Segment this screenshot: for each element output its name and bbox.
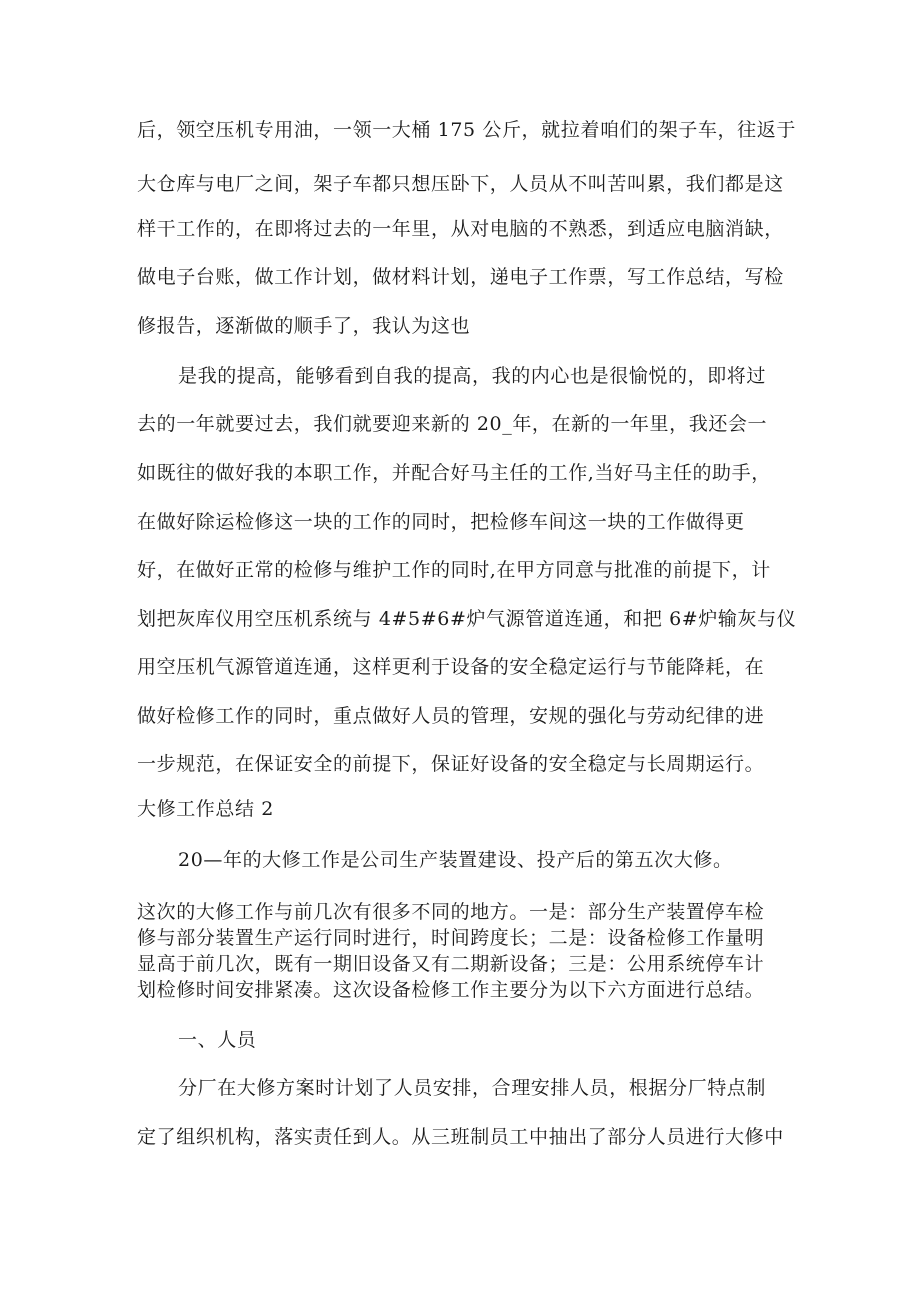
body-text-line: 一步规范，在保证安全的前提下，保证好设备的安全稳定与长周期运行。 [137,753,765,775]
body-text-line: 显高于前几次，既有一期旧设备又有二期新设备；三是：公用系统停车计 [137,953,765,975]
body-text-line: 如既往的做好我的本职工作，并配合好马主任的工作,当好马主任的助手， [137,462,771,484]
body-text-line: 好，在做好正常的检修与维护工作的同时,在甲方同意与批准的前提下，计 [137,559,771,581]
subsection-heading: 一、人员 [178,1029,257,1051]
body-text-line: 修与部分装置生产运行同时进行，时间跨度长；二是：设备检修工作量明 [137,927,765,949]
body-text-line: 做好检修工作的同时，重点做好人员的管理，安规的强化与劳动纪律的进 [137,705,765,727]
body-text-line: 去的一年就要过去，我们就要迎来新的 20_年，在新的一年里，我还会一 [137,413,768,435]
body-text-line: 定了组织机构，落实责任到人。从三班制员工中抽出了部分人员进行大修中 [137,1126,784,1148]
body-text-line: 做电子台账，做工作计划，做材料计划，递电子工作票，写工作总结，写检 [137,266,784,288]
body-text-line: 20—年的大修工作是公司生产装置建设、投产后的第五次大修。 [178,849,733,871]
body-text-line: 分厂在大修方案时计划了人员安排，合理安排人员，根据分厂特点制 [178,1077,767,1099]
body-text-line: 是我的提高，能够看到自我的提高，我的内心也是很愉悦的，即将过 [178,365,767,387]
body-text-line: 划把灰库仪用空压机系统与 4#5#6#炉气源管道连通，和把 6#炉输灰与仪 [137,608,797,630]
body-text-line: 大仓库与电厂之间，架子车都只想压卧下，人员从不叫苦叫累，我们都是这 [137,173,784,195]
body-text-line: 用空压机气源管道连通，这样更利于设备的安全稳定运行与节能降耗，在 [137,656,765,678]
body-text-line: 这次的大修工作与前几次有很多不同的地方。一是：部分生产装置停车检 [137,901,765,923]
body-text-line: 在做好除运检修这一块的工作的同时，把检修车间这一块的工作做得更 [137,511,745,533]
body-text-line: 划检修时间安排紧凑。这次设备检修工作主要分为以下六方面进行总结。 [137,979,765,1001]
section-heading: 大修工作总结 2 [137,798,274,820]
body-text-line: 样干工作的，在即将过去的一年里，从对电脑的不熟悉，到适应电脑消缺， [137,218,784,240]
body-text-line: 修报告，逐渐做的顺手了，我认为这也 [137,315,471,337]
body-text-line: 后，领空压机专用油，一领一大桶 175 公斤，就拉着咱们的架子车，往返于 [137,119,796,141]
